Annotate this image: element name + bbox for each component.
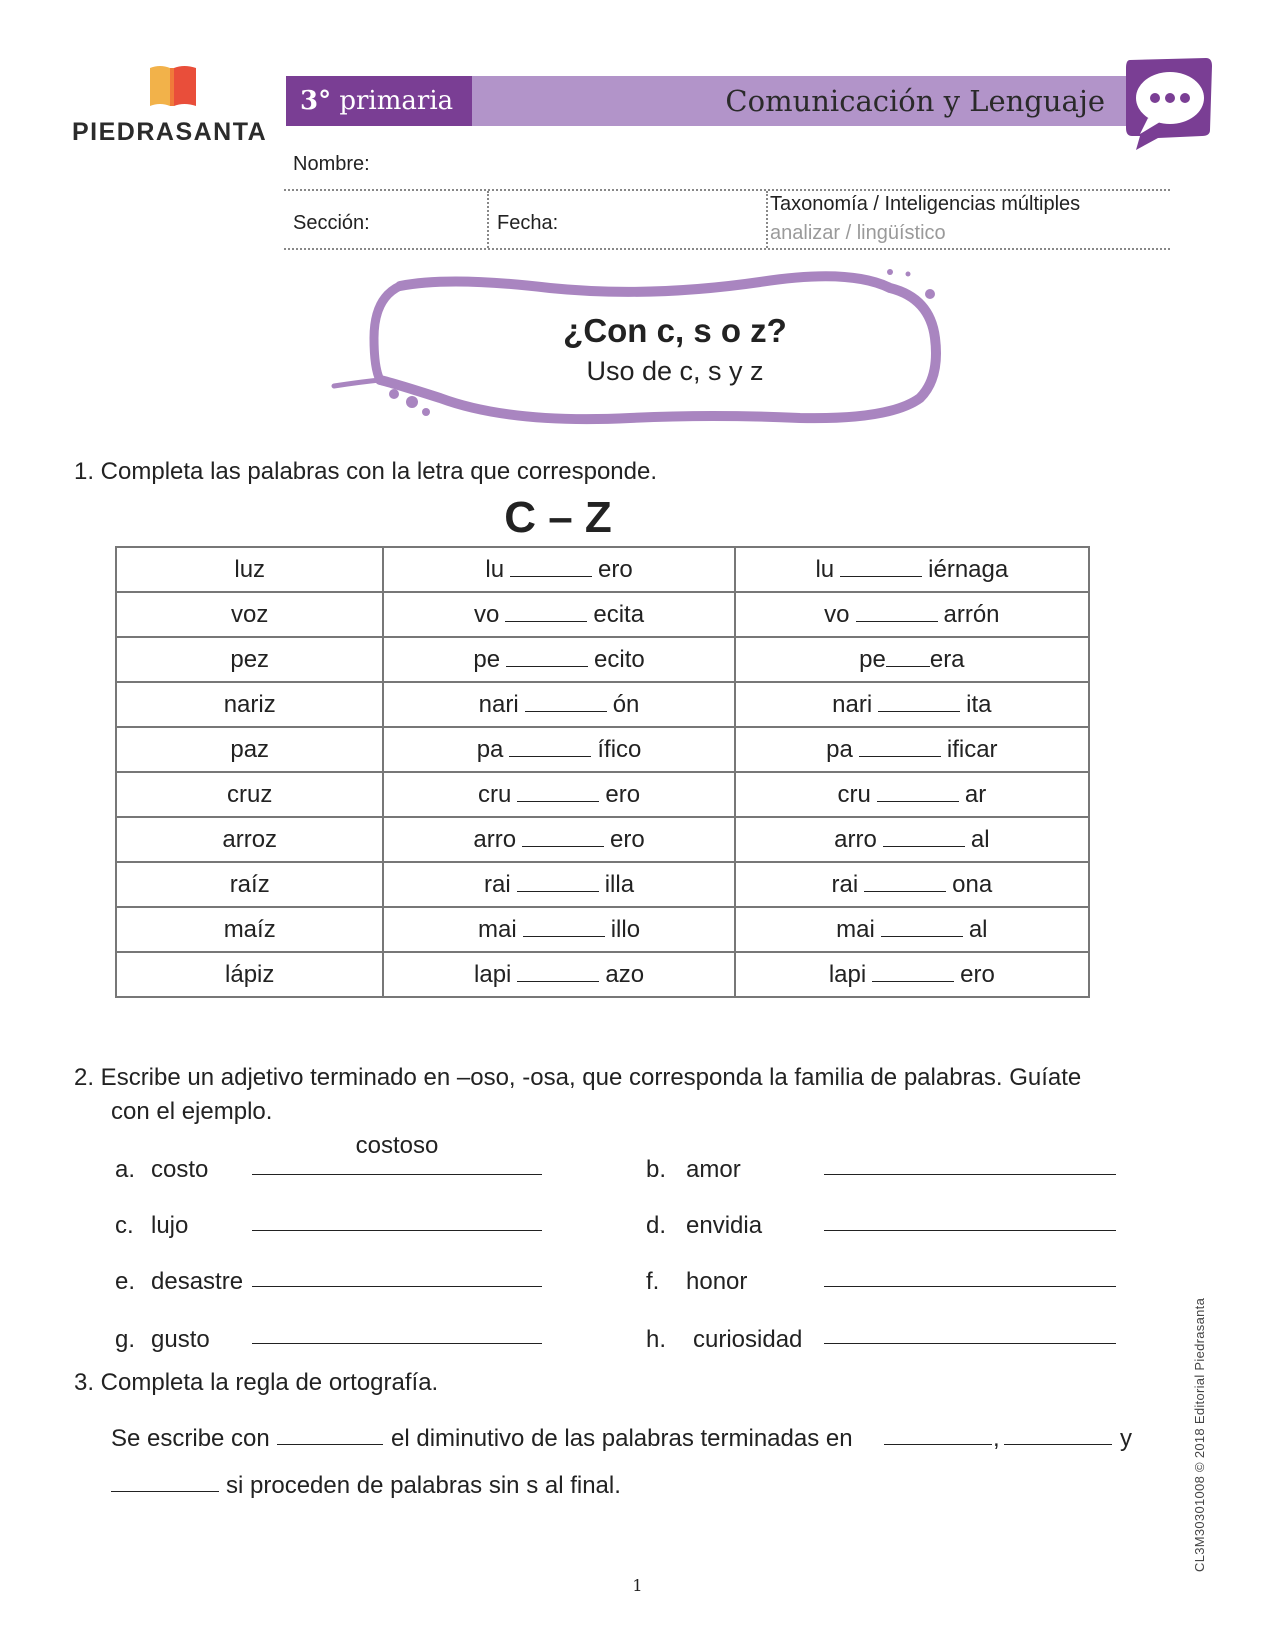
q2-item-c-letter: c. [115, 1212, 134, 1239]
subject-title: Comunicación y Lenguaje [725, 84, 1105, 118]
q2-item-a-letter: a. [115, 1156, 136, 1183]
q2-item-a-word: costo [151, 1156, 209, 1183]
word-suffix: ero [598, 555, 633, 583]
word-suffix: ífico [597, 735, 642, 763]
letter-blank[interactable] [872, 963, 954, 982]
q2-item-d-letter: d. [646, 1212, 667, 1239]
table-row [116, 637, 1089, 682]
word-suffix: arrón [943, 600, 1000, 628]
word-suffix: illo [610, 915, 641, 943]
word-prefix: arro [834, 825, 877, 853]
q3-blank-ending-1[interactable] [884, 1444, 992, 1445]
derived-word-cell-b[interactable] [735, 817, 1089, 862]
q2-prompt-line2: con el ejemplo. [111, 1098, 273, 1125]
divider-top [284, 189, 1170, 191]
table-row [116, 817, 1089, 862]
letter-blank[interactable] [878, 693, 960, 712]
letter-blank[interactable] [505, 603, 587, 622]
q2-item-e-letter: e. [115, 1268, 136, 1295]
derived-word-cell-a[interactable] [383, 952, 734, 997]
q3-rule-part1: Se escribe con [111, 1425, 270, 1452]
section-label: Sección: [293, 212, 370, 234]
word-prefix: pa [476, 735, 504, 763]
derived-word-cell-a[interactable] [383, 592, 734, 637]
q2-item-a-answer: costoso [355, 1132, 439, 1159]
q2-item-e-word: desastre [151, 1268, 244, 1295]
word-suffix: ecito [594, 645, 645, 673]
derived-word-cell-a[interactable] [383, 547, 734, 592]
derived-word-cell-a[interactable] [383, 772, 734, 817]
q1-prompt: 1. Completa las palabras con la letra que corresponde. [74, 458, 658, 485]
word-prefix: rai [484, 870, 511, 898]
letter-blank[interactable] [517, 873, 599, 892]
base-word-cell: pez [116, 637, 383, 682]
letter-blank[interactable] [886, 648, 930, 667]
word-completion-table [115, 546, 1090, 998]
word-suffix: iérnaga [928, 555, 1009, 583]
derived-word-cell-b[interactable] [735, 547, 1089, 592]
divider-vertical-1 [487, 191, 489, 248]
derived-word-cell-a[interactable] [383, 637, 734, 682]
word-suffix: ero [610, 825, 645, 853]
q3-rule-part2: el diminutivo de las palabras terminadas en [391, 1425, 853, 1452]
base-word-cell: voz [116, 592, 383, 637]
q2-item-h-answer-line[interactable] [824, 1343, 1116, 1344]
word-prefix: arro [473, 825, 517, 853]
publisher-logo-text: PIEDRASANTA [72, 118, 268, 146]
derived-word-cell-a[interactable] [383, 682, 734, 727]
grade-label [286, 76, 472, 126]
q2-item-h-letter: h. [646, 1326, 667, 1353]
q2-item-c-word: lujo [151, 1212, 189, 1239]
page-number: 1 [632, 1576, 643, 1595]
derived-word-cell-a[interactable] [383, 907, 734, 952]
word-suffix: ecita [593, 600, 645, 628]
q2-item-b-word: amor [686, 1156, 741, 1183]
word-prefix: mai [478, 915, 517, 943]
q3-comma: , [993, 1425, 1000, 1452]
word-suffix: illa [604, 870, 635, 898]
q3-blank-ending-3[interactable] [111, 1491, 219, 1492]
q2-item-f-word: honor [686, 1268, 748, 1295]
letter-blank[interactable] [523, 918, 605, 937]
word-prefix: pe [859, 645, 886, 673]
letter-blank[interactable] [506, 648, 588, 667]
derived-word-cell-a[interactable] [383, 727, 734, 772]
taxonomy-value: analizar / lingüístico [770, 222, 946, 244]
table-row [116, 592, 1089, 637]
table-row [116, 772, 1089, 817]
word-prefix: cru [478, 780, 512, 808]
word-suffix: ero [960, 960, 995, 988]
word-suffix: era [929, 645, 965, 673]
letter-blank[interactable] [517, 963, 599, 982]
table-row [116, 727, 1089, 772]
base-word-cell: paz [116, 727, 383, 772]
base-word-cell: raíz [116, 862, 383, 907]
q2-item-d-answer-line[interactable] [824, 1230, 1116, 1231]
word-suffix: ero [605, 780, 641, 808]
derived-word-cell-b[interactable] [735, 592, 1089, 637]
publisher-logo-book-icon [148, 62, 198, 110]
word-prefix: lapi [828, 960, 867, 988]
word-prefix: cru [837, 780, 871, 808]
table-row [116, 862, 1089, 907]
q2-item-e-answer-line[interactable] [252, 1286, 542, 1287]
q2-item-c-answer-line[interactable] [252, 1230, 542, 1231]
q2-item-g-answer-line[interactable] [252, 1343, 542, 1344]
derived-word-cell-b[interactable] [735, 772, 1089, 817]
speech-bubble-icon [1122, 56, 1214, 152]
word-prefix: lu [485, 555, 505, 583]
q2-prompt-line1: 2. Escribe un adjetivo terminado en –oso, -osa, que corresponda la familia de palabras. Guíate [74, 1064, 1082, 1091]
word-suffix: ona [952, 870, 993, 898]
table-row [116, 682, 1089, 727]
letter-blank[interactable] [881, 918, 963, 937]
letter-blank[interactable] [859, 738, 941, 757]
q2-item-b-answer-line[interactable] [824, 1174, 1116, 1175]
letter-blank[interactable] [877, 783, 959, 802]
base-word-cell: nariz [116, 682, 383, 727]
title-cloud-frame [330, 268, 980, 436]
letter-blank[interactable] [510, 558, 592, 577]
word-prefix: vo [474, 600, 500, 628]
name-label: Nombre: [293, 153, 370, 175]
q3-blank-ending-2[interactable] [1004, 1444, 1112, 1445]
letter-blank[interactable] [509, 738, 591, 757]
q2-item-f-answer-line[interactable] [824, 1286, 1116, 1287]
word-prefix: lu [815, 555, 835, 583]
derived-word-cell-b[interactable] [735, 952, 1089, 997]
q1-letters: C – Z [504, 493, 612, 542]
base-word-cell: cruz [116, 772, 383, 817]
q3-rule-y: y [1120, 1425, 1132, 1452]
base-word-cell: maíz [116, 907, 383, 952]
q3-rule-part3: si proceden de palabras sin s al final. [226, 1472, 621, 1499]
q2-item-b-letter: b. [646, 1156, 667, 1183]
word-prefix: nari [478, 690, 519, 718]
word-prefix: pe [473, 645, 501, 673]
letter-blank[interactable] [840, 558, 922, 577]
grade-number: 3° [300, 86, 332, 116]
letter-blank[interactable] [883, 828, 965, 847]
letter-blank[interactable] [522, 828, 604, 847]
letter-blank[interactable] [864, 873, 946, 892]
derived-word-cell-b[interactable] [735, 682, 1089, 727]
q2-item-g-letter: g. [115, 1326, 136, 1353]
divider-bottom [284, 248, 1170, 250]
derived-word-cell-b[interactable] [735, 862, 1089, 907]
word-suffix: al [968, 915, 988, 943]
table-row [116, 952, 1089, 997]
divider-vertical-2 [766, 191, 768, 248]
worksheet-title: ¿Con c, s o z? [563, 312, 787, 349]
date-label: Fecha: [497, 212, 559, 234]
word-suffix: ar [964, 780, 987, 808]
derived-word-cell-b[interactable] [735, 637, 1089, 682]
letter-blank[interactable] [525, 693, 607, 712]
q2-item-g-word: gusto [151, 1326, 210, 1353]
worksheet-subtitle: Uso de c, s y z [586, 356, 764, 386]
word-suffix: ita [966, 690, 992, 718]
word-suffix: azo [605, 960, 645, 988]
q3-prompt: 3. Completa la regla de ortografía. [74, 1369, 439, 1396]
footer-code: CL3M30301008 © 2018 Editorial Piedrasanta [1192, 1297, 1207, 1572]
word-suffix: ón [612, 690, 640, 718]
q2-item-d-word: envidia [686, 1212, 763, 1239]
word-prefix: nari [832, 690, 873, 718]
word-prefix: mai [836, 915, 875, 943]
table-row [116, 907, 1089, 952]
word-prefix: vo [824, 600, 850, 628]
base-word-cell: luz [116, 547, 383, 592]
derived-word-cell-a[interactable] [383, 817, 734, 862]
q2-item-h-word: curiosidad [693, 1326, 803, 1353]
letter-blank[interactable] [517, 783, 599, 802]
q3-blank-letter[interactable] [277, 1444, 383, 1445]
derived-word-cell-b[interactable] [735, 907, 1089, 952]
letter-blank[interactable] [856, 603, 938, 622]
word-suffix: ificar [946, 735, 998, 763]
word-suffix: al [970, 825, 990, 853]
table-row [116, 547, 1089, 592]
base-word-cell: lápiz [116, 952, 383, 997]
q2-item-a-answer-line[interactable] [252, 1174, 542, 1175]
base-word-cell: arroz [116, 817, 383, 862]
q2-item-f-letter: f. [646, 1268, 660, 1295]
word-prefix: rai [831, 870, 859, 898]
derived-word-cell-a[interactable] [383, 862, 734, 907]
taxonomy-label: Taxonomía / Inteligencias múltiples [770, 193, 1081, 215]
derived-word-cell-b[interactable] [735, 727, 1089, 772]
word-prefix: lapi [474, 960, 512, 988]
word-prefix: pa [826, 735, 853, 763]
grade-level: primaria [339, 86, 454, 116]
